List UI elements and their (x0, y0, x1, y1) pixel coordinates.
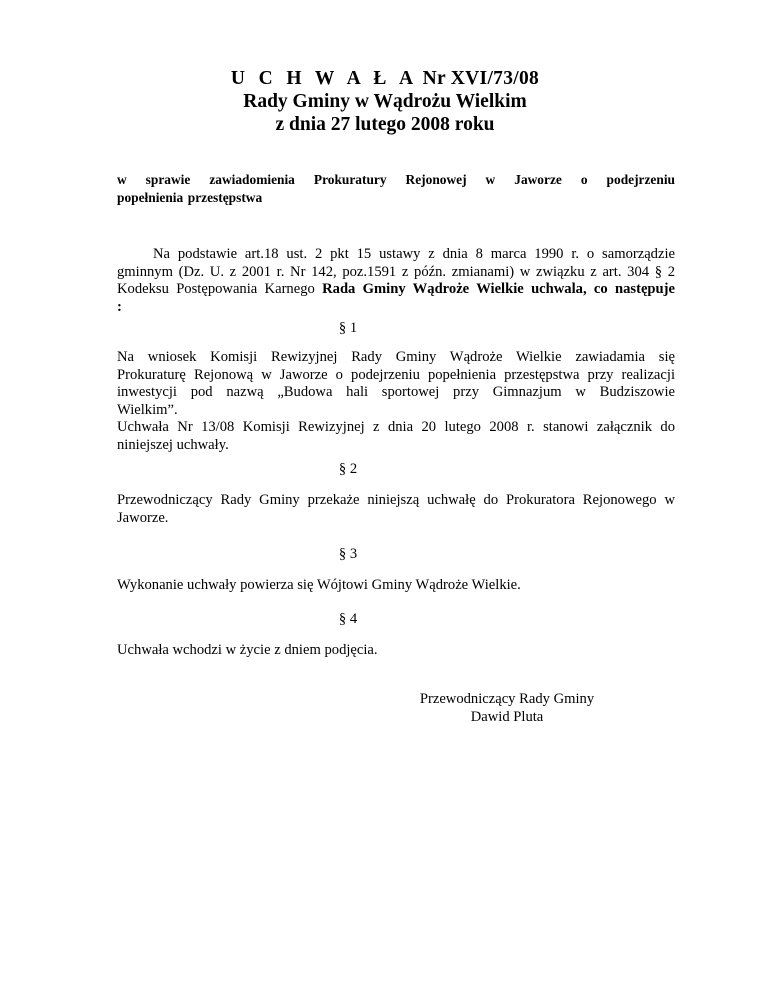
subject-line: popełnienia przestępstwa (117, 190, 263, 205)
section-mark-3: § 3 (338, 546, 358, 562)
legal-basis-paragraph (117, 246, 675, 316)
section-line: Wielkim”. (117, 401, 178, 418)
signature-block (412, 691, 602, 726)
section-line: Na wniosek Komisji Rewizyjnej Rady Gminy Wądroże Wielkie zawiadamia się (117, 349, 675, 365)
resolution-word: U C H W A Ł A (230, 68, 418, 89)
preamble-line (117, 281, 675, 299)
section-2-text (117, 492, 675, 527)
section-line: Wykonanie uchwały powierza się Wójtowi Gminy Wądroże Wielkie. (117, 577, 521, 593)
section-mark-2: § 2 (338, 461, 358, 477)
section-line: Przewodniczący Rady Gminy przekaże niniejszą uchwałę do Prokuratora Rejonowego w (117, 492, 675, 508)
enactment-clause: Rada Gminy Wądroże Wielkie uchwala, co następuje (322, 281, 675, 297)
preamble-text: Kodeksu Postępowania Karnego (117, 281, 323, 297)
section-line: Jaworze. (117, 509, 169, 526)
section-line: Prokuraturę Rejonową w Jaworze o podejrzeniu popełnienia przestępstwa przy realizacji (117, 366, 675, 383)
section-line: Uchwała Nr 13/08 Komisji Rewizyjnej z dnia 20 lutego 2008 r. stanowi załącznik do (117, 419, 675, 435)
section-4-text (117, 642, 675, 660)
signatory-name: Dawid Pluta (470, 708, 544, 725)
section-line: inwestycji pod nazwą „Budowa hali sportowej przy Gimnazjum w Budziszowie (117, 384, 675, 400)
resolution-title (117, 67, 653, 90)
section-1-text (117, 349, 675, 454)
resolution-subject (117, 171, 675, 207)
resolution-date: z dnia 27 lutego 2008 roku (275, 114, 495, 135)
subject-line: w sprawie zawiadomienia Prokuratury Rejonowej w Jaworze o podejrzeniu (117, 172, 675, 187)
section-mark-4: § 4 (338, 611, 358, 627)
preamble-line: Na podstawie art.18 ust. 2 pkt 15 ustawy z dnia 8 marca 1990 r. o samorządzie (153, 246, 675, 262)
resolution-number: Nr XVI/73/08 (422, 68, 540, 89)
section-3-text (117, 577, 675, 595)
signatory-role: Przewodniczący Rady Gminy (419, 691, 595, 707)
section-line: Uchwała wchodzi w życie z dniem podjęcia. (117, 642, 378, 658)
section-line: niniejszej uchwały. (117, 436, 229, 453)
enactment-colon: : (117, 298, 122, 315)
council-name: Rady Gminy w Wądrożu Wielkim (243, 91, 527, 112)
preamble-line: gminnym (Dz. U. z 2001 r. Nr 142, poz.1591 z późn. zmianami) w związku z art. 304 § 2 (117, 263, 675, 280)
section-mark-1: § 1 (338, 320, 358, 336)
